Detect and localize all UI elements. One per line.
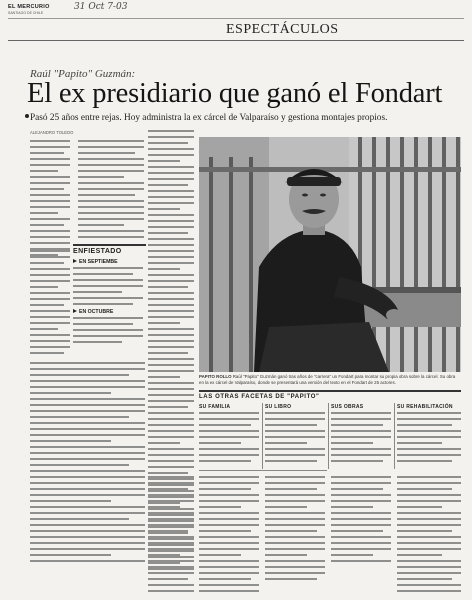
facet-text-book bbox=[265, 412, 325, 466]
body-column-1 bbox=[30, 140, 70, 260]
article-photo bbox=[199, 137, 461, 372]
triangle-icon bbox=[73, 309, 77, 313]
portrait-image bbox=[199, 137, 461, 372]
section-title: ESPECTÁCULOS bbox=[226, 22, 339, 37]
sidebar-title: ENFIESTADO bbox=[73, 248, 122, 255]
body-column-4-lower bbox=[148, 476, 194, 596]
sidebar-item-september: EN SEPTIEMBE bbox=[73, 259, 146, 265]
article-headline: El ex presidiario que ganó el Fondart bbox=[27, 78, 443, 109]
masthead-paper-name: EL MERCURIO bbox=[8, 4, 50, 10]
article-deck: Pasó 25 años entre rejas. Hoy administra la ex cárcel de Valparaíso y gestiona montajes propios. bbox=[30, 113, 388, 123]
facet-text-rehab bbox=[397, 412, 461, 466]
facet-text-family bbox=[199, 412, 259, 466]
sidebar-text-2 bbox=[73, 317, 143, 343]
photo-caption bbox=[199, 374, 461, 386]
facet-divider bbox=[262, 403, 263, 469]
body-column-7-lower bbox=[331, 476, 391, 566]
article-kicker: Raúl "Papito" Guzmán: bbox=[30, 68, 136, 80]
body-column-5-lower bbox=[199, 476, 259, 596]
caption-lead: PAPITO ROLLO bbox=[199, 374, 232, 379]
sidebar-item-october: EN OCTUBRE bbox=[73, 309, 146, 315]
article-byline: ALEJANDRO TOLEDO bbox=[30, 130, 74, 135]
body-column-1-full bbox=[30, 362, 145, 566]
facet-rule bbox=[199, 470, 327, 471]
body-column-2 bbox=[78, 140, 144, 242]
facet-text-works bbox=[331, 412, 391, 466]
facet-divider bbox=[394, 403, 395, 469]
body-column-6-lower bbox=[265, 476, 325, 584]
facets-title: LAS OTRAS FACETAS DE "PAPITO" bbox=[199, 390, 461, 400]
facet-heading-rehab: SU REHABILITACIÓN bbox=[397, 404, 453, 410]
handwritten-date: 31 Oct 7-03 bbox=[74, 2, 128, 12]
masthead-subline: SANTIAGO DE CHILE bbox=[8, 11, 44, 15]
facet-divider bbox=[328, 403, 329, 469]
caption-text: Raúl "Papito" Guzmán ganó tras años de "carrera" un Fondart para montar su propia obra sobre la cárcel. Su obra en la ex cárcel de Valparaíso, donde se presentará una versión del texto en el Fondart de 25 actores. bbox=[199, 374, 456, 385]
triangle-icon bbox=[73, 259, 77, 263]
facet-heading-works: SUS OBRAS bbox=[331, 404, 364, 410]
sidebar-text-1 bbox=[73, 267, 143, 305]
sidebar-box bbox=[73, 244, 146, 358]
facet-heading-book: SU LIBRO bbox=[265, 404, 292, 410]
section-rule bbox=[8, 40, 464, 41]
body-column-1-lower bbox=[30, 250, 70, 358]
masthead-rule bbox=[8, 18, 464, 19]
body-column-8-lower bbox=[397, 476, 461, 596]
facet-heading-family: SU FAMILIA bbox=[199, 404, 231, 410]
deck-bullet-icon bbox=[25, 114, 29, 118]
